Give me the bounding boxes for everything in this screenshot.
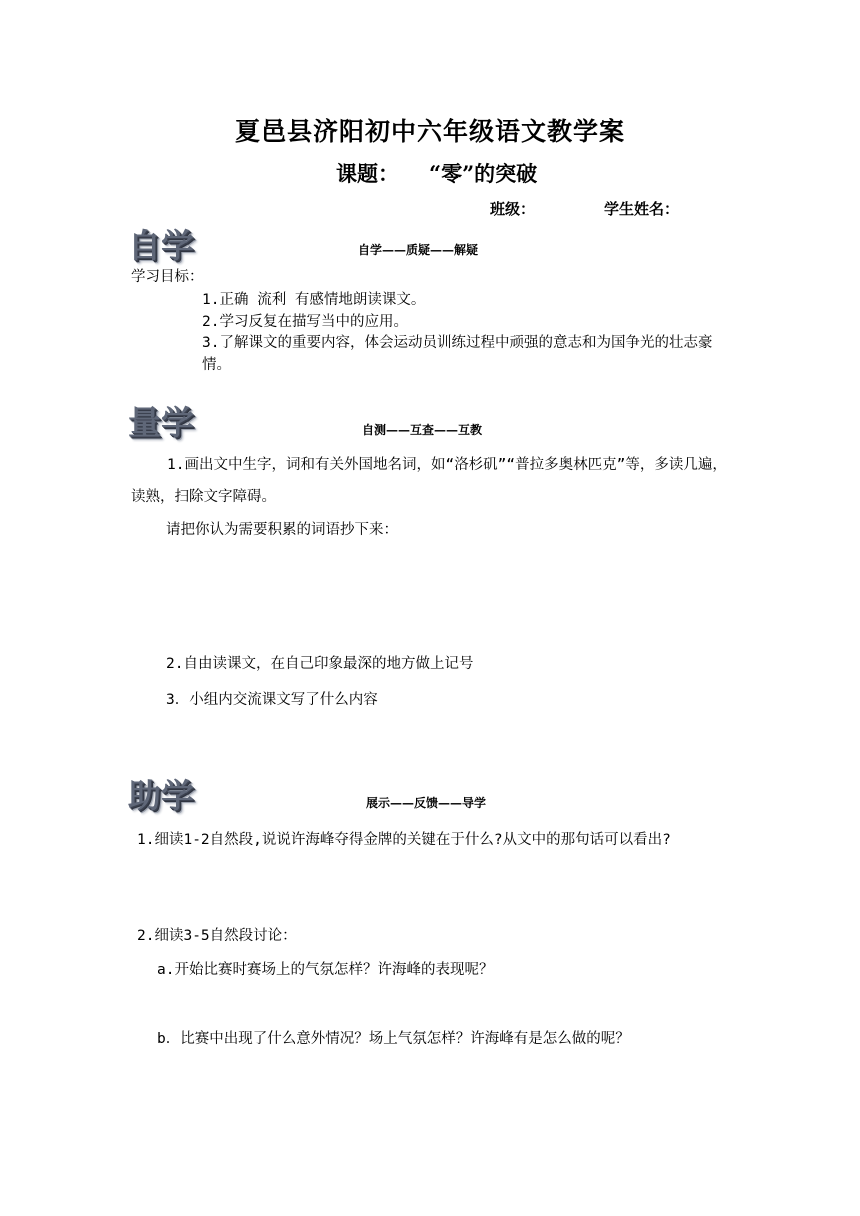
lesson-subtitle [336,158,537,188]
zhuxue-question-1: 1.细读1-2自然段,说说许海峰夺得金牌的关键在于什么?从文中的那句话可以看出? [137,832,671,848]
copy-words-prompt: 请把你认为需要积累的词语抄下来： [166,522,398,538]
liangxue-item-2: 2.自由读课文，在自己印象最深的地方做上记号 [166,656,474,672]
goals-label: 学习目标： [131,269,204,285]
subtitle-label: 课题： [336,161,399,186]
zhuxue-question-2: 2.细读3-5自然段讨论： [137,928,297,944]
liangxue-item-1: 1.画出文中生字，词和有关外国地名词，如“洛杉矶”“普拉多奥林匹克”等，多读几遍，读熟，扫除文字障碍。 [131,457,727,505]
subtitle-topic: “零”的突破 [429,161,538,186]
zixue-logo: 自学 [128,226,194,265]
liangxue-logo: 量学 [128,403,194,442]
goal-item-3: 3.了解课文的重要内容，体会运动员训练过程中顽强的意志和为国争光的壮志豪情。 [202,335,713,373]
zhuxue-question-2a: a.开始比赛时赛场上的气氛怎样？许海峰的表现呢？ [157,962,494,978]
page-title: 夏邑县济阳初中六年级语文教学案 [234,117,625,146]
zhuxue-question-2b: b．比赛中出现了什么意外情况？场上气氛怎样？许海峰有是怎么做的呢？ [157,1031,630,1047]
goal-item-2: 2.学习反复在描写当中的应用。 [202,314,408,330]
goal-item-1: 1.正确 流利 有感情地朗读课文。 [202,292,426,308]
student-name-label: 学生姓名： [604,200,680,218]
zhuxue-logo: 助学 [128,776,194,815]
liangxue-motto: 自测——互查——互教 [362,423,483,437]
liangxue-item-3: 3．小组内交流课文写了什么内容 [166,692,378,708]
class-label: 班级： [490,200,536,218]
zixue-motto: 自学——质疑——解疑 [358,243,479,257]
zhuxue-motto: 展示——反馈——导学 [366,796,487,810]
